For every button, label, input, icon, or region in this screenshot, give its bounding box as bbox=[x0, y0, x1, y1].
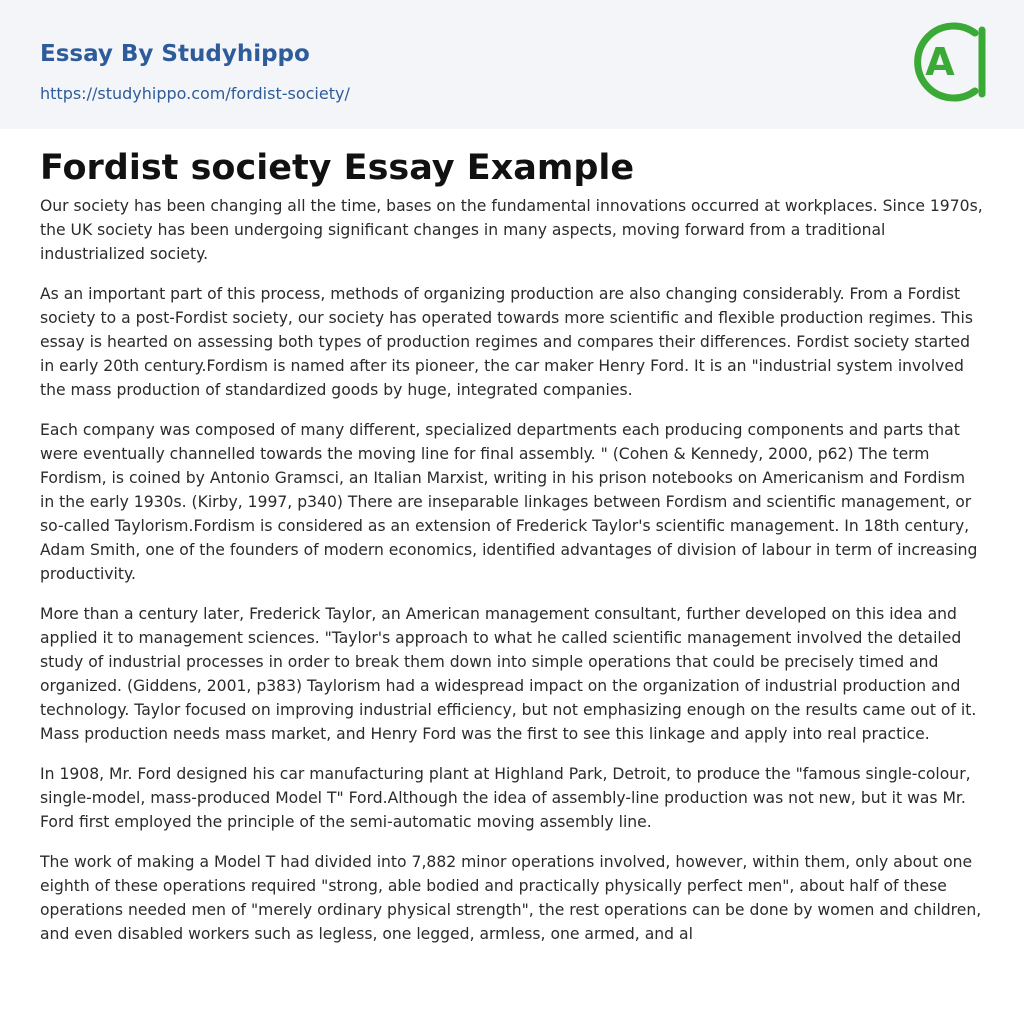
essay-paragraph: Our society has been changing all the time, bases on the fundamental innovations occurred at workplaces. Since 1970s, the UK society has been undergoing significant changes in many aspects, moving forward from a traditional industrialized society. bbox=[40, 197, 983, 263]
essay-paragraph: As an important part of this process, methods of organizing production are also changing considerably. From a Fordist society to a post-Fordist society, our society has operated towards more scientific and flexible production regimes. This essay is hearted on assessing both types of production regimes and compares their differences. Fordist society started in early 20th century.Fordism is named after its pioneer, the car maker Henry Ford. It is an "industrial system involved the mass production of standardized goods by huge, integrated companies. bbox=[40, 285, 973, 399]
logo-letter: A bbox=[925, 40, 955, 84]
page-title: Fordist society Essay Example bbox=[40, 148, 635, 188]
studyhippo-logo-icon[interactable] bbox=[908, 18, 988, 106]
essay-paragraph: Each company was composed of many different, specialized departments each producing components and parts that were eventually channelled towards the moving line for final assembly. " (Cohen & Kennedy, 2000, p62) The term Fordism, is coined by Antonio Gramsci, an Italian Marxist, writing in his prison notebooks on Americanism and Fordism in the early 1930s. (Kirby, 1997, p340) There are inseparable linkages between Fordism and scientific management, or so-called Taylorism.Fordism is considered as an extension of Frederick Taylor's scientific management. In 18th century, Adam Smith, one of the founders of modern economics, identified advantages of division of labour in term of increasing productivity. bbox=[40, 421, 978, 583]
essay-body bbox=[40, 194, 984, 962]
site-header bbox=[0, 0, 1024, 129]
essay-paragraph: In 1908, Mr. Ford designed his car manufacturing plant at Highland Park, Detroit, to produce the "famous single-colour, single-model, mass-produced Model T" Ford.Although the idea of assembly-line production was not new, but it was Mr. Ford first employed the principle of the semi-automatic moving assembly line. bbox=[40, 765, 971, 831]
brand-name[interactable]: Essay By Studyhippo bbox=[40, 41, 310, 67]
source-url-link[interactable]: https://studyhippo.com/fordist-society/ bbox=[40, 84, 350, 103]
essay-paragraph: The work of making a Model T had divided into 7,882 minor operations involved, however, within them, only about one eighth of these operations required "strong, able bodied and practically physically perfect men", about half of these operations needed men of "merely ordinary physical strength", the rest operations can be done by women and children, and even disabled workers such as legless, one legged, armless, one armed, and al bbox=[40, 853, 982, 943]
essay-paragraph: More than a century later, Frederick Taylor, an American management consultant, further developed on this idea and applied it to management sciences. "Taylor's approach to what he called scientific management involved the detailed study of industrial processes in order to break them down into simple operations that could be precisely timed and organized. (Giddens, 2001, p383) Taylorism had a widespread impact on the organization of industrial production and technology. Taylor focused on improving industrial efficiency, but not emphasizing enough on the results came out of it. Mass production needs mass market, and Henry Ford was the first to see this linkage and apply into real practice. bbox=[40, 605, 977, 743]
